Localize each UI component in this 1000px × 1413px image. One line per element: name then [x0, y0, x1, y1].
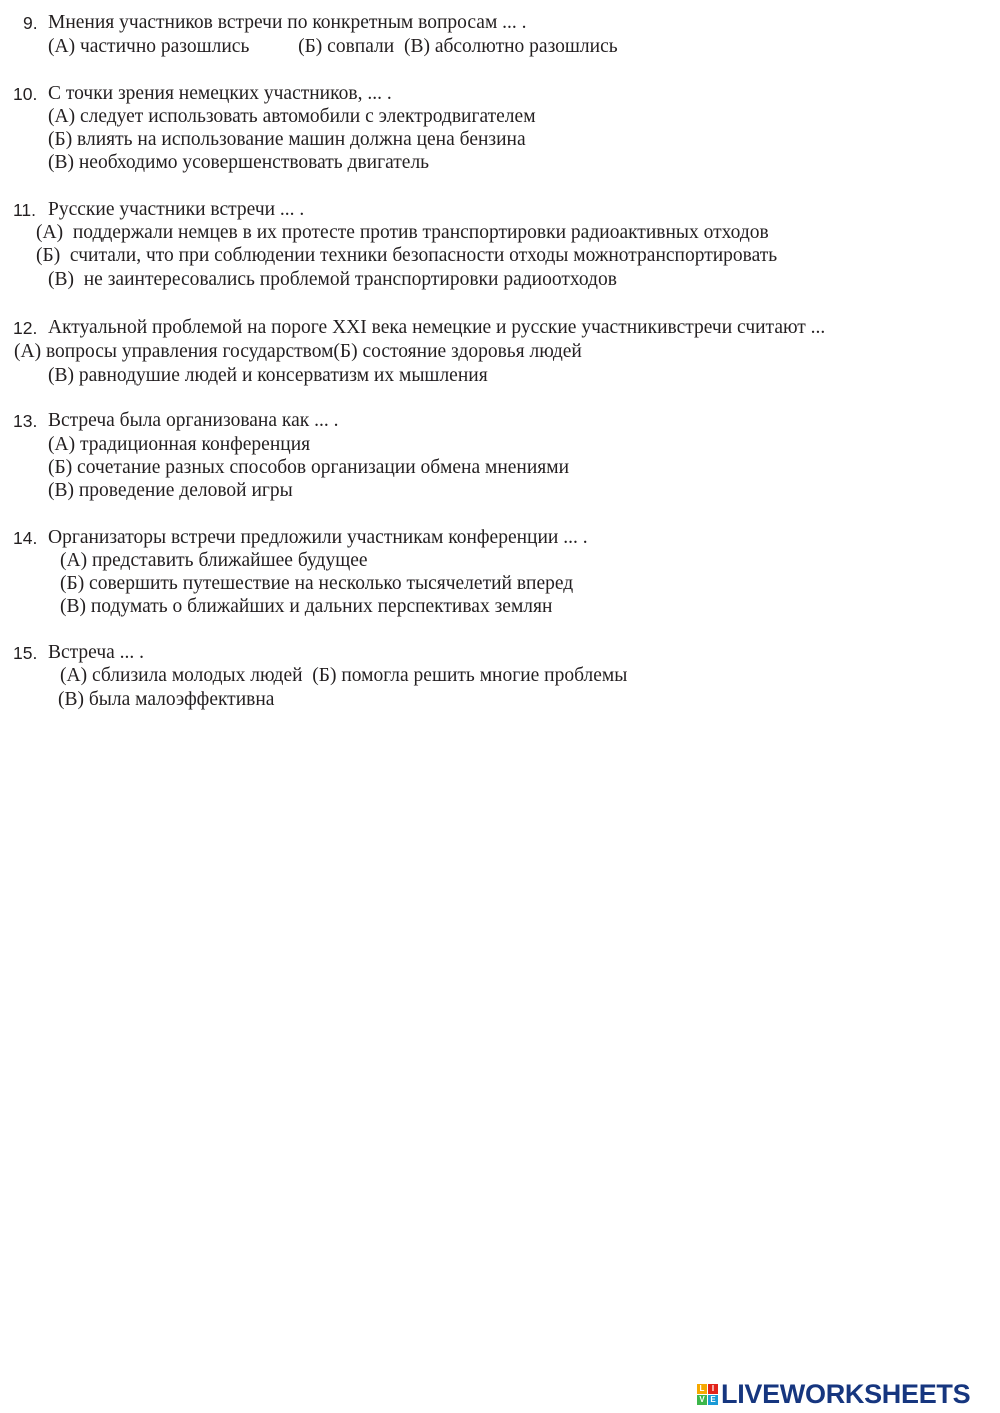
answer-option: (Б) влиять на использование машин должна цена бензина [48, 129, 526, 150]
answer-option: (А) следует использовать автомобили с электродвигателем [48, 106, 536, 127]
logo-letter: I [708, 1384, 718, 1394]
answer-option: (В) проведение деловой игры [48, 480, 293, 501]
logo-grid-icon [697, 1384, 718, 1405]
answer-option: (Б) считали, что при соблюдении техники безопасности отходы можнотранспортировать [36, 245, 778, 266]
answer-option: (В) необходимо усовершенствовать двигатель [48, 152, 430, 173]
answer-option: (В) не заинтересовались проблемой транспортировки радиоотходов [48, 269, 617, 290]
answer-option: (Б) совершить путешествие на несколько тысячелетий вперед [60, 573, 574, 594]
question-text: С точки зрения немецких участников, ... . [48, 83, 392, 104]
question-number: 9. [23, 13, 38, 33]
question-text: Мнения участников встречи по конкретным вопросам ... . [48, 12, 527, 33]
answer-option: (А) частично разошлись (Б) совпали (В) абсолютно разошлись [48, 36, 618, 57]
question-text: Организаторы встречи предложили участникам конференции ... . [48, 527, 588, 548]
question-text: Встреча была организована как ... . [48, 410, 339, 431]
question-number: 12. [13, 318, 38, 338]
answer-option: (А) вопросы управления государством(Б) состояние здоровья людей [14, 341, 582, 362]
answer-option: (А) представить ближайшее будущее [60, 550, 368, 571]
question-text: Русские участники встречи ... . [48, 199, 305, 220]
answer-option: (В) подумать о ближайших и дальних перспективах землян [60, 596, 553, 617]
answer-option: (В) равнодушие людей и консерватизм их мышления [48, 365, 488, 386]
logo-letter: E [708, 1395, 718, 1405]
logo-letter: V [697, 1395, 707, 1405]
answer-option: (Б) сочетание разных способов организации обмена мнениями [48, 457, 570, 478]
answer-option: (А) сблизила молодых людей (Б) помогла решить многие проблемы [60, 665, 628, 686]
question-number: 10. [13, 84, 38, 104]
question-number: 13. [13, 411, 38, 431]
answer-option: (А) традиционная конференция [48, 434, 311, 455]
logo-letter: L [697, 1384, 707, 1394]
question-number: 15. [13, 643, 38, 663]
question-text: Актуальной проблемой на пороге XXI века немецкие и русские участникивстречи считают ... [48, 317, 826, 338]
logo-text: LIVEWORKSHEETS [721, 1378, 971, 1409]
answer-option: (А) поддержали немцев в их протесте против транспортировки радиоактивных отходов [36, 222, 769, 243]
question-number: 11. [13, 200, 37, 220]
question-text: Встреча ... . [48, 642, 145, 663]
answer-option: (В) была малоэффективна [58, 689, 275, 710]
liveworksheets-logo[interactable] [697, 1376, 970, 1412]
question-number: 14. [13, 528, 38, 548]
